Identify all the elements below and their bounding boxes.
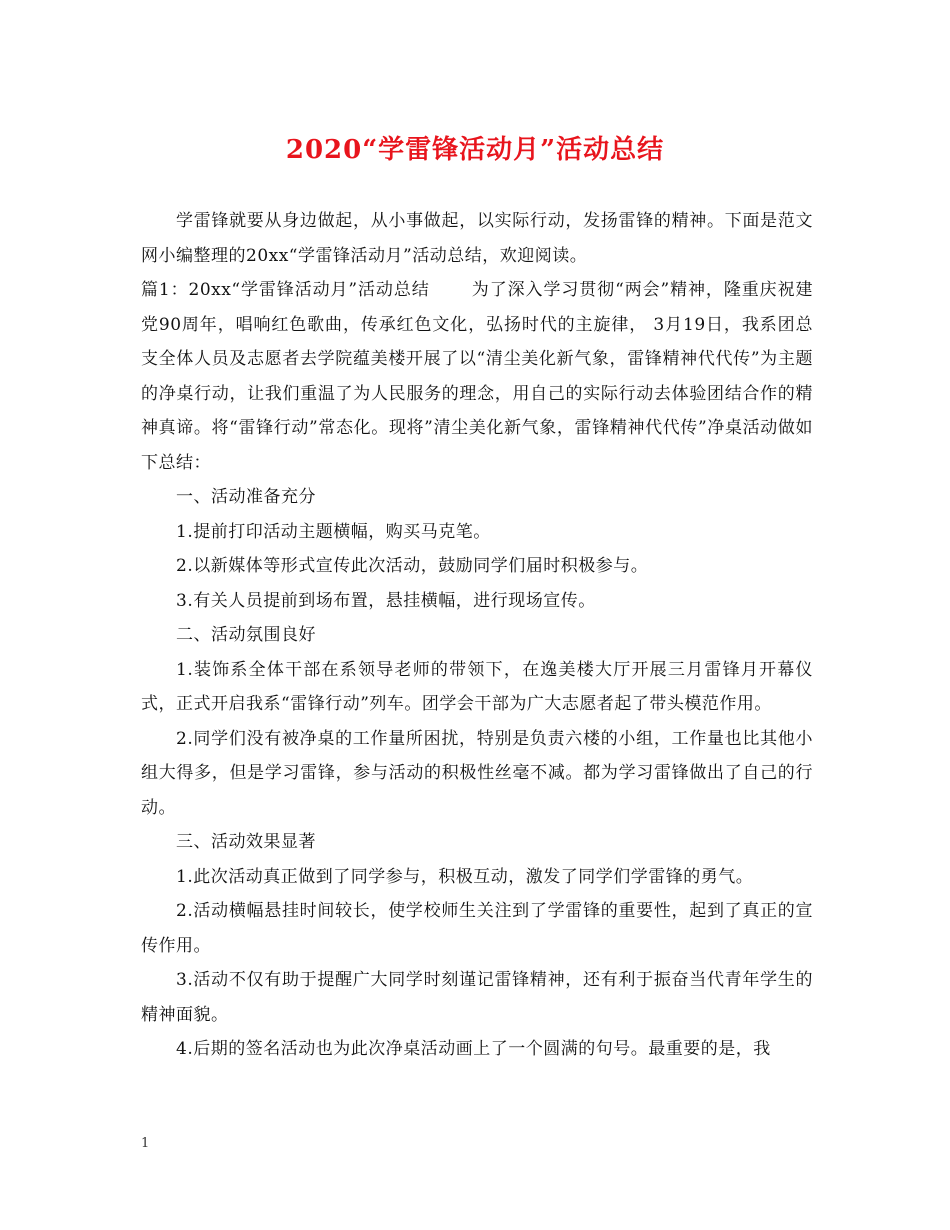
section-heading-effect: 三、活动效果显著 <box>176 832 316 852</box>
paragraph-intro: 学雷锋就要从身边做起，从小事做起，以实际行动，发扬雷锋的精神。下面是范文网小编整理的20xx“学雷锋活动月”活动总结，欢迎阅读。 <box>141 211 813 266</box>
page-number: 1 <box>141 1136 150 1151</box>
list-item: 1.提前打印活动主题横幅，购买马克笔。 <box>176 521 491 542</box>
document-body <box>141 204 813 1067</box>
list-item: 4.后期的签名活动也为此次净桌活动画上了一个圆满的句号。最重要的是，我 <box>176 1039 771 1059</box>
section-heading-atmosphere: 二、活动氛围良好 <box>176 625 316 645</box>
section-heading-preparation: 一、活动准备充分 <box>176 487 316 507</box>
list-item: 2.以新媒体等形式宣传此次活动，鼓励同学们届时积极参与。 <box>176 556 649 576</box>
list-item: 1.此次活动真正做到了同学参与，积极互动，激发了同学们学雷锋的勇气。 <box>176 866 754 887</box>
list-item: 2.同学们没有被净桌的工作量所困扰，特别是负责六楼的小组，工作量也比其他小组大得多，但是学习雷锋，参与活动的积极性丝毫不减。都为学习雷锋做出了自己的行动。 <box>141 728 813 818</box>
document-title: 2020“学雷锋活动月”活动总结 <box>285 135 665 165</box>
list-item: 1.装饰系全体干部在系领导老师的带领下，在逸美楼大厅开展三月雷锋月开幕仪式，正式开启我系“雷锋行动”列车。团学会干部为广大志愿者起了带头模范作用。 <box>141 659 813 714</box>
paragraph-chapter-1: 篇1：20xx“学雷锋活动月”活动总结 为了深入学习贯彻“两会”精神，隆重庆祝建党90周年，唱响红色歌曲，传承红色文化，弘扬时代的主旋律， 3月19日，我系团总支全体人员及志愿者去学院蕴美楼开展了以“清尘美化新气象，雷锋精神代代传”为主题的净桌行动，让我们重温了为人民服务的理念，用自己的实际行动去体验团结合作的精神真谛。将“雷锋行动”常态化。现将”清尘美化新气象，雷锋精神代代传”净桌活动做如下总结： <box>141 280 813 473</box>
list-item: 3.活动不仅有助于提醒广大同学时刻谨记雷锋精神，还有利于振奋当代青年学生的精神面貌。 <box>141 970 813 1025</box>
list-item: 2.活动横幅悬挂时间较长，使学校师生关注到了学雷锋的重要性，起到了真正的宣传作用。 <box>141 901 813 956</box>
list-item: 3.有关人员提前到场布置，悬挂横幅，进行现场宣传。 <box>176 590 596 611</box>
